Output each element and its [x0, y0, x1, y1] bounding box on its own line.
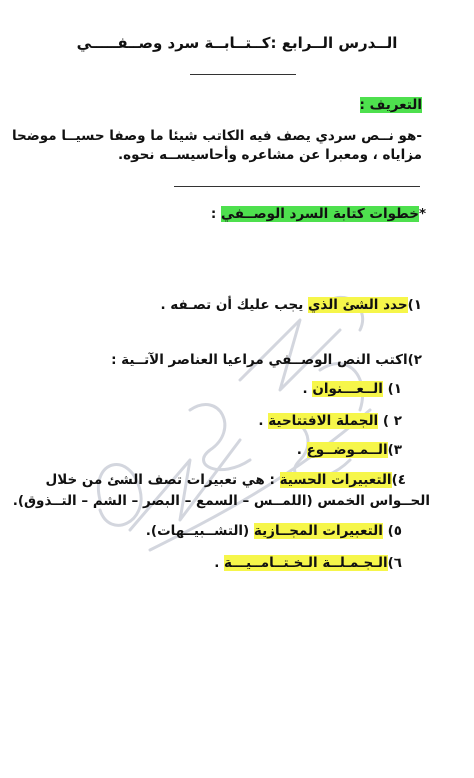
- step-1: [160, 296, 422, 314]
- element-2-highlight: الجملة الافتتاحية: [268, 413, 379, 429]
- element-3-number: ٣): [387, 442, 402, 458]
- title-divider: [190, 74, 296, 75]
- element-4-line-2: الحــواس الخمس (اللمــس – السمع – البصر – الشم – التــذوق).: [12, 493, 430, 509]
- element-1-number: ١): [382, 381, 402, 397]
- element-4-highlight: التعبيرات الحسية: [279, 472, 392, 488]
- definition-line-2: مزاياه ، ومعبرا عن مشاعره وأحاسيســه نحوه.: [118, 147, 422, 163]
- step-1-highlight: حدد الشئ الذي: [308, 297, 408, 313]
- definition-heading-text: التعريف :: [359, 97, 422, 113]
- lesson-title: الــدرس الــرابع :كــتــابــة سرد وصــفـــــي: [76, 34, 398, 52]
- element-6-end: .: [214, 555, 225, 571]
- element-5-rest: (التشــبيــهات).: [145, 523, 254, 539]
- element-2: [258, 412, 402, 430]
- element-1: [303, 380, 402, 398]
- steps-heading-suffix: :: [210, 206, 222, 222]
- definition-heading: [360, 96, 422, 114]
- section-divider: [174, 186, 420, 187]
- step-1-rest: يجب عليك أن تصـفه .: [160, 297, 309, 313]
- element-3-highlight: الــمـوضــوع: [306, 442, 388, 458]
- element-5-number: ٥): [382, 523, 402, 539]
- element-1-highlight: الــعـــنوان: [312, 381, 383, 397]
- element-1-end: .: [302, 381, 313, 397]
- step-1-number: ١): [407, 297, 422, 313]
- steps-heading: [211, 205, 426, 223]
- steps-heading-text: خطوات كتابة السرد الوصــفي: [221, 206, 419, 222]
- element-2-end: .: [258, 413, 269, 429]
- element-3: [297, 441, 402, 459]
- element-3-end: .: [296, 442, 307, 458]
- element-5-highlight: التعبيرات المجــازية: [253, 523, 383, 539]
- element-4-rest: : هي تعبيرات تصف الشئ من خلال: [45, 472, 280, 488]
- element-6-number: ٦): [387, 555, 402, 571]
- element-5: [146, 522, 402, 540]
- steps-heading-prefix: *: [418, 206, 426, 222]
- element-4-number: ٤): [391, 472, 406, 488]
- element-6: [214, 554, 402, 572]
- element-2-number: ٢ ): [378, 413, 402, 429]
- step-2: ٢)اكتب النص الوصــفي مراعيا العناصر الآتــية :: [111, 352, 422, 368]
- definition-line-1: -هو نــص سردي يصف فيه الكاتب شيئا ما وصفا حسيــا موضحا: [11, 128, 422, 144]
- element-4: [45, 471, 406, 489]
- element-6-highlight: الـجـمـلــة الـخـتــامــيـــة: [224, 555, 388, 571]
